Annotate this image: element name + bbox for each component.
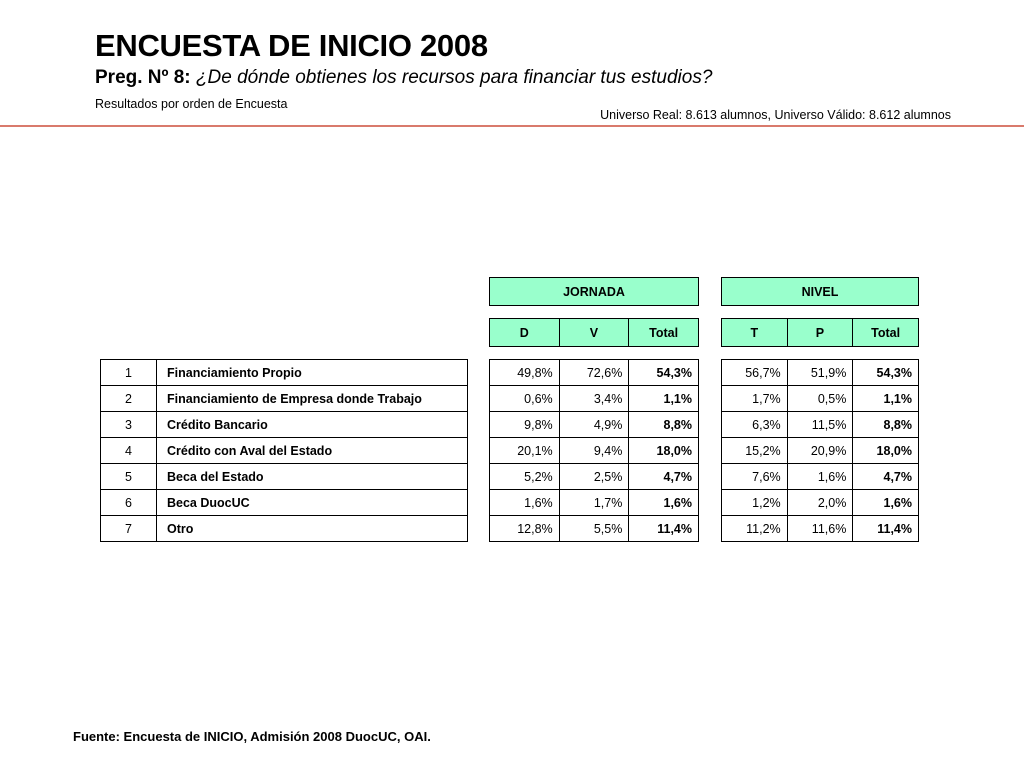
row-number: 3 bbox=[101, 412, 157, 438]
row-number: 6 bbox=[101, 490, 157, 516]
row-number: 1 bbox=[101, 360, 157, 386]
column-header-d: D bbox=[490, 319, 560, 347]
nivel-value-cell: 15,2% bbox=[722, 438, 788, 464]
table-row bbox=[101, 438, 468, 464]
header-divider bbox=[0, 125, 1024, 127]
nivel-value-cell: 18,0% bbox=[853, 438, 919, 464]
row-number: 7 bbox=[101, 516, 157, 542]
row-number: 2 bbox=[101, 386, 157, 412]
nivel-data-row bbox=[722, 386, 919, 412]
column-header-jornada-total: Total bbox=[629, 319, 699, 347]
jornada-value-cell: 9,4% bbox=[559, 438, 629, 464]
nivel-value-cell: 0,5% bbox=[787, 386, 853, 412]
row-number: 4 bbox=[101, 438, 157, 464]
question-label: Preg. Nº 8: bbox=[95, 67, 191, 88]
jornada-value-cell: 4,9% bbox=[559, 412, 629, 438]
jornada-value-cell: 0,6% bbox=[490, 386, 560, 412]
jornada-value-cell: 1,1% bbox=[629, 386, 699, 412]
items-table bbox=[100, 359, 468, 542]
nivel-value-cell: 1,7% bbox=[722, 386, 788, 412]
nivel-data-row bbox=[722, 360, 919, 386]
row-label: Crédito Bancario bbox=[157, 412, 468, 438]
jornada-value-cell: 5,2% bbox=[490, 464, 560, 490]
nivel-data-row bbox=[722, 464, 919, 490]
jornada-value-cell: 4,7% bbox=[629, 464, 699, 490]
table-row bbox=[101, 412, 468, 438]
jornada-value-cell: 54,3% bbox=[629, 360, 699, 386]
universe-note: Universo Real: 8.613 alumnos, Universo Válido: 8.612 alumnos bbox=[600, 108, 951, 122]
nivel-header-cell: NIVEL bbox=[722, 278, 919, 306]
nivel-value-cell: 11,5% bbox=[787, 412, 853, 438]
jornada-data-row bbox=[490, 386, 699, 412]
nivel-value-cell: 4,7% bbox=[853, 464, 919, 490]
nivel-value-cell: 7,6% bbox=[722, 464, 788, 490]
nivel-value-cell: 8,8% bbox=[853, 412, 919, 438]
nivel-value-cell: 11,2% bbox=[722, 516, 788, 542]
jornada-data-row bbox=[490, 412, 699, 438]
nivel-group-header bbox=[721, 277, 919, 306]
nivel-value-cell: 20,9% bbox=[787, 438, 853, 464]
column-header-t: T bbox=[722, 319, 788, 347]
row-label: Financiamiento de Empresa donde Trabajo bbox=[157, 386, 468, 412]
nivel-value-cell: 2,0% bbox=[787, 490, 853, 516]
jornada-value-cell: 1,6% bbox=[490, 490, 560, 516]
nivel-data-row bbox=[722, 490, 919, 516]
table-row bbox=[101, 490, 468, 516]
jornada-data-row bbox=[490, 516, 699, 542]
row-label: Beca del Estado bbox=[157, 464, 468, 490]
row-label: Beca DuocUC bbox=[157, 490, 468, 516]
jornada-value-cell: 3,4% bbox=[559, 386, 629, 412]
nivel-data-row bbox=[722, 516, 919, 542]
nivel-data-row bbox=[722, 412, 919, 438]
jornada-data-row bbox=[490, 464, 699, 490]
nivel-value-cell: 1,2% bbox=[722, 490, 788, 516]
jornada-data-row bbox=[490, 490, 699, 516]
question-text: ¿De dónde obtienes los recursos para financiar tus estudios? bbox=[195, 67, 713, 88]
table-row bbox=[101, 464, 468, 490]
nivel-value-cell: 11,4% bbox=[853, 516, 919, 542]
nivel-data-row bbox=[722, 438, 919, 464]
jornada-group-header bbox=[489, 277, 699, 306]
nivel-value-cell: 11,6% bbox=[787, 516, 853, 542]
jornada-value-cell: 5,5% bbox=[559, 516, 629, 542]
jornada-value-cell: 49,8% bbox=[490, 360, 560, 386]
jornada-value-cell: 1,6% bbox=[629, 490, 699, 516]
nivel-value-cell: 1,6% bbox=[853, 490, 919, 516]
row-label: Otro bbox=[157, 516, 468, 542]
jornada-data-row bbox=[490, 360, 699, 386]
table-row bbox=[101, 386, 468, 412]
nivel-value-cell: 1,1% bbox=[853, 386, 919, 412]
nivel-value-cell: 6,3% bbox=[722, 412, 788, 438]
nivel-value-cell: 56,7% bbox=[722, 360, 788, 386]
nivel-value-cell: 54,3% bbox=[853, 360, 919, 386]
nivel-data-table bbox=[721, 359, 919, 542]
jornada-value-cell: 20,1% bbox=[490, 438, 560, 464]
table-row bbox=[101, 360, 468, 386]
jornada-value-cell: 18,0% bbox=[629, 438, 699, 464]
column-header-nivel-total: Total bbox=[853, 319, 919, 347]
jornada-data-table bbox=[489, 359, 699, 542]
row-label: Crédito con Aval del Estado bbox=[157, 438, 468, 464]
jornada-header-cell: JORNADA bbox=[490, 278, 699, 306]
jornada-value-cell: 9,8% bbox=[490, 412, 560, 438]
jornada-value-cell: 72,6% bbox=[559, 360, 629, 386]
jornada-column-headers bbox=[489, 318, 699, 347]
table-row bbox=[101, 516, 468, 542]
column-header-p: P bbox=[787, 319, 853, 347]
row-number: 5 bbox=[101, 464, 157, 490]
jornada-value-cell: 2,5% bbox=[559, 464, 629, 490]
nivel-value-cell: 1,6% bbox=[787, 464, 853, 490]
source-footnote: Fuente: Encuesta de INICIO, Admisión 2008 DuocUC, OAI. bbox=[73, 729, 431, 744]
jornada-value-cell: 1,7% bbox=[559, 490, 629, 516]
question bbox=[95, 67, 712, 89]
jornada-value-cell: 8,8% bbox=[629, 412, 699, 438]
column-header-v: V bbox=[559, 319, 629, 347]
jornada-value-cell: 11,4% bbox=[629, 516, 699, 542]
nivel-column-headers bbox=[721, 318, 919, 347]
nivel-value-cell: 51,9% bbox=[787, 360, 853, 386]
row-label: Financiamiento Propio bbox=[157, 360, 468, 386]
jornada-value-cell: 12,8% bbox=[490, 516, 560, 542]
subtitle: Resultados por orden de Encuesta bbox=[95, 97, 288, 111]
jornada-data-row bbox=[490, 438, 699, 464]
page-title: ENCUESTA DE INICIO 2008 bbox=[95, 28, 488, 63]
